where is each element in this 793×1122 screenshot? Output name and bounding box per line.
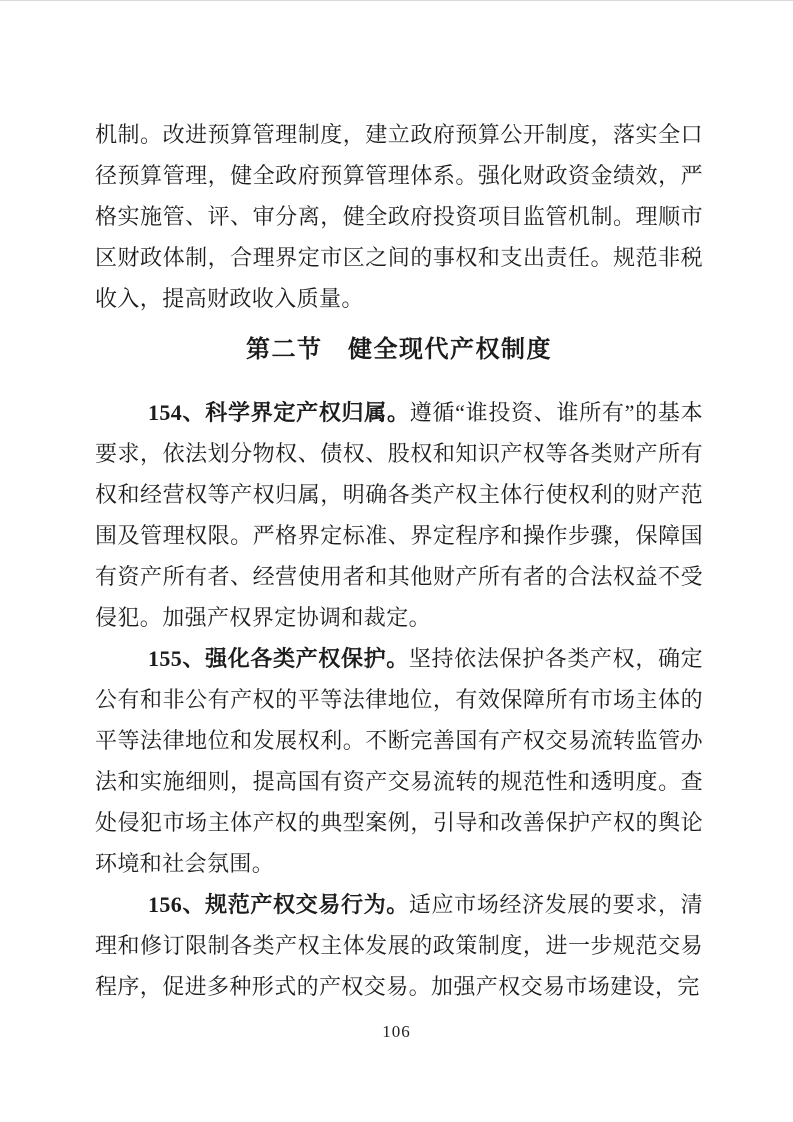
intro-paragraph: 机制。改进预算管理制度，建立政府预算公开制度，落实全口径预算管理，健全政府预算管理体系。强化财政资金绩效，严格实施管、评、审分离，健全政府投资项目监管机制。理顺市区财政体制，合理界定市区之间的事权和支出责任。规范非税收入，提高财政收入质量。 xyxy=(95,122,703,311)
page-content xyxy=(95,114,703,1007)
paragraph-155-body: 坚持依法保护各类产权，确定公有和非公有产权的平等法律地位，有效保障所有市场主体的平等法律地位和发展权利。不断完善国有产权交易流转监管办法和实施细则，提高国有资产交易流转的规范性和透明度。查处侵犯市场主体产权的典型案例，引导和改善保护产权的舆论环境和社会氛围。 xyxy=(95,646,704,876)
scan-edge-line xyxy=(0,0,793,1)
paragraph-156-lead: 156、规范产权交易行为。 xyxy=(148,892,409,917)
section-heading: 第二节 健全现代产权制度 xyxy=(246,337,552,363)
paragraph-154 xyxy=(95,392,703,638)
paragraph-154-lead: 154、科学界定产权归属。 xyxy=(148,400,410,425)
page-number: 106 xyxy=(382,1022,411,1041)
paragraph-156-body: 适应市场经济发展的要求，清理和修订限制各类产权主体发展的政策制度，进一步规范交易程序，促进多种形式的产权交易。加强产权交易市场建设，完 xyxy=(95,892,704,999)
paragraph-154-body: 遵循“谁投资、谁所有”的基本要求，依法划分物权、债权、股权和知识产权等各类财产所有权和经营权等产权归属，明确各类产权主体行使权利的财产范围及管理权限。严格界定标准、界定程序和操作步骤，保障国有资产所有者、经营使用者和其他财产所有者的合法权益不受侵犯。加强产权界定协调和裁定。 xyxy=(95,400,703,630)
paragraph-155 xyxy=(95,638,703,884)
paragraph-156 xyxy=(95,884,703,1007)
paragraph-155-lead: 155、强化各类产权保护。 xyxy=(148,646,409,671)
